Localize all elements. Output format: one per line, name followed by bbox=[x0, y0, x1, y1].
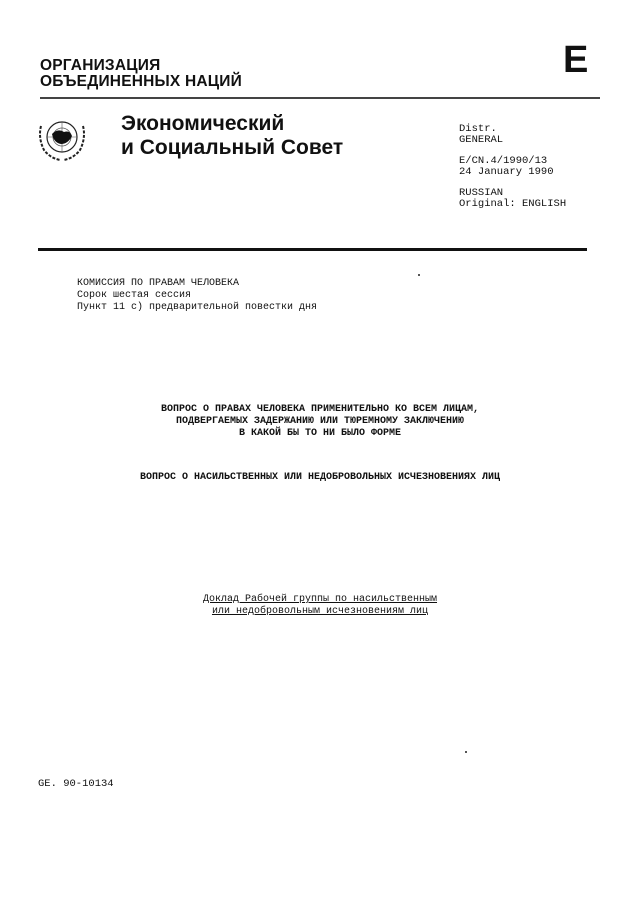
language-letter: E bbox=[563, 39, 589, 81]
title-line-3: В КАКОЙ БЫ ТО НИ БЫЛО ФОРМЕ bbox=[238, 428, 402, 439]
report-line-1: Доклад Рабочей группы по насильственным bbox=[202, 594, 438, 605]
distr-value: GENERAL bbox=[459, 134, 504, 146]
title-line-2: ПОДВЕРГАЕМЫХ ЗАДЕРЖАНИЮ ИЛИ ТЮРЕМНОМУ ЗАКЛЮЧЕНИЮ bbox=[175, 416, 465, 427]
scan-speck bbox=[418, 274, 420, 276]
council-name bbox=[121, 112, 343, 160]
organization-name bbox=[40, 58, 242, 90]
document-language: RUSSIAN bbox=[459, 187, 504, 199]
commission-name: КОМИССИЯ ПО ПРАВАМ ЧЕЛОВЕКА bbox=[77, 278, 240, 289]
report-title bbox=[170, 594, 470, 618]
document-title bbox=[110, 404, 530, 440]
header-divider bbox=[40, 97, 600, 99]
distr-label: Distr. bbox=[459, 123, 497, 135]
document-symbol: E/CN.4/1990/13 bbox=[459, 155, 548, 167]
job-number: GE. 90-10134 bbox=[38, 778, 114, 790]
scan-speck bbox=[465, 751, 467, 753]
council-line-1: Экономический bbox=[121, 112, 285, 135]
commission-block bbox=[77, 278, 317, 314]
distribution-block bbox=[459, 124, 566, 210]
document-date: 24 January 1990 bbox=[459, 166, 554, 178]
header-bottom-rule bbox=[38, 248, 587, 251]
session: Сорок шестая сессия bbox=[77, 290, 192, 301]
agenda-item: Пункт 11 с) предварительной повестки дня bbox=[77, 302, 318, 313]
document-subtitle: ВОПРОС О НАСИЛЬСТВЕННЫХ ИЛИ НЕДОБРОВОЛЬНЫХ ИСЧЕЗНОВЕНИЯХ ЛИЦ bbox=[139, 472, 501, 483]
organization-line-2: ОБЪЕДИНЕННЫХ НАЦИЙ bbox=[40, 73, 242, 90]
council-line-2: и Социальный Совет bbox=[121, 136, 344, 159]
title-line-1: ВОПРОС О ПРАВАХ ЧЕЛОВЕКА ПРИМЕНИТЕЛЬНО КО ВСЕМ ЛИЦАМ, bbox=[160, 404, 480, 415]
original-language: Original: ENGLISH bbox=[459, 198, 567, 210]
un-emblem-icon bbox=[34, 110, 90, 166]
organization-line-1: ОРГАНИЗАЦИЯ bbox=[40, 57, 161, 74]
report-line-2: или недобровольным исчезновениям лиц bbox=[211, 606, 429, 617]
